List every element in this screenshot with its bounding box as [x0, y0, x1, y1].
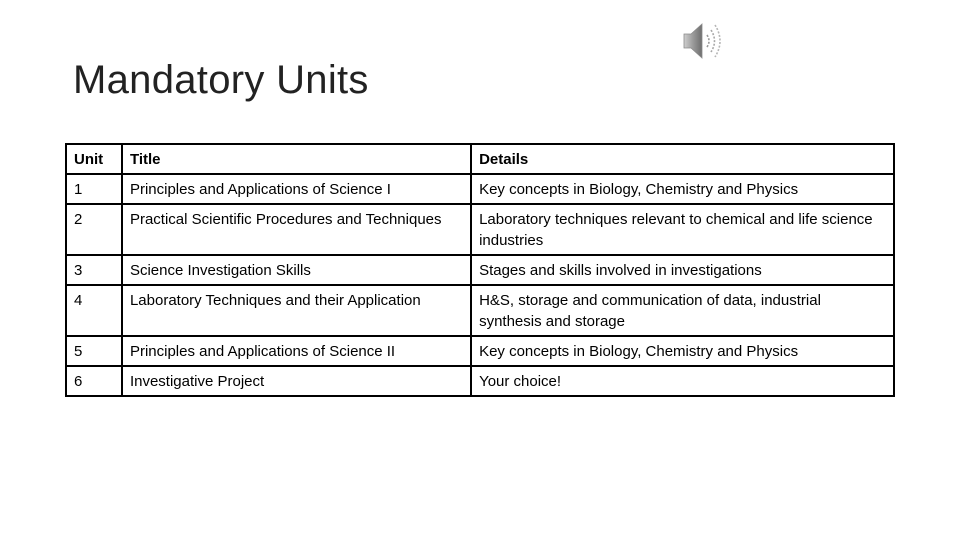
title-cell: Science Investigation Skills — [122, 255, 471, 285]
table-header-row — [66, 144, 894, 174]
title-cell: Investigative Project — [122, 366, 471, 396]
table-row — [66, 366, 894, 396]
unit-cell: 2 — [66, 204, 122, 255]
unit-cell: 6 — [66, 366, 122, 396]
title-cell: Principles and Applications of Science I — [122, 174, 471, 204]
details-cell: Key concepts in Biology, Chemistry and Physics — [471, 174, 894, 204]
details-cell: Key concepts in Biology, Chemistry and Physics — [471, 336, 894, 366]
title-cell: Practical Scientific Procedures and Techniques — [122, 204, 471, 255]
unit-cell: 1 — [66, 174, 122, 204]
title-cell: Principles and Applications of Science II — [122, 336, 471, 366]
table-row — [66, 285, 894, 336]
speaker-icon-graphic — [680, 18, 730, 64]
details-cell: Your choice! — [471, 366, 894, 396]
header-unit: Unit — [66, 144, 122, 174]
unit-cell: 3 — [66, 255, 122, 285]
details-cell: H&S, storage and communication of data, industrial synthesis and storage — [471, 285, 894, 336]
slide-title: Mandatory Units — [73, 58, 369, 102]
header-details: Details — [471, 144, 894, 174]
table-row — [66, 174, 894, 204]
units-table — [65, 143, 895, 397]
unit-cell: 4 — [66, 285, 122, 336]
details-cell: Stages and skills involved in investigations — [471, 255, 894, 285]
table-row — [66, 255, 894, 285]
unit-cell: 5 — [66, 336, 122, 366]
header-title: Title — [122, 144, 471, 174]
table-row — [66, 204, 894, 255]
speaker-icon[interactable] — [680, 18, 730, 64]
table-row — [66, 336, 894, 366]
title-cell: Laboratory Techniques and their Application — [122, 285, 471, 336]
details-cell: Laboratory techniques relevant to chemical and life science industries — [471, 204, 894, 255]
